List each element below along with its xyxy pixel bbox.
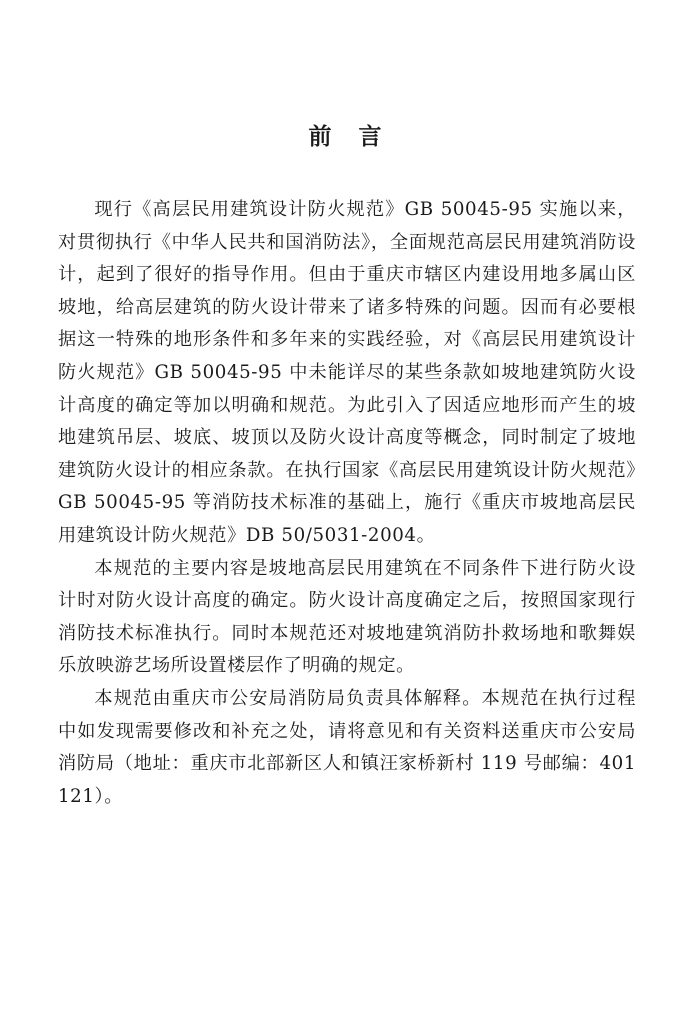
paragraph-3: 本规范由重庆市公安局消防局负责具体解释。本规范在执行过程中如发现需要修改和补充之处，请将意见和有关资料送重庆市公安局消防局（地址：重庆市北部新区人和镇汪家桥新村 119 号邮编：401121）。	[58, 687, 636, 807]
body-text	[58, 194, 636, 813]
paragraph-1: 现行《高层民用建筑设计防火规范》GB 50045-95 实施以来，对贯彻执行《中华人民共和国消防法》，全面规范高层民用建筑消防设计，起到了很好的指导作用。但由于重庆市辖区内建设用地多属山区坡地，给高层建筑的防火设计带来了诸多特殊的问题。因而有必要根据这一特殊的地形条件和多年来的实践经验，对《高层民用建筑设计防火规范》GB 50045-95 中未能详尽的某些条款如坡地建筑防火设计高度的确定等加以明确和规范。为此引入了因适应地形而产生的坡地建筑吊层、坡底、坡顶以及防火设计高度等概念，同时制定了坡地建筑防火设计的相应条款。在执行国家《高层民用建筑设计防火规范》GB 50045-95 等消防技术标准的基础上，施行《重庆市坡地高层民用建筑设计防火规范》DB 50/5031-2004。	[58, 199, 636, 546]
page-title: 前 言	[308, 124, 384, 150]
paragraph-2: 本规范的主要内容是坡地高层民用建筑在不同条件下进行防火设计时对防火设计高度的确定。防火设计高度确定之后，按照国家现行消防技术标准执行。同时本规范还对坡地建筑消防扑救场地和歌舞娱乐放映游艺场所设置楼层作了明确的规定。	[58, 557, 636, 677]
